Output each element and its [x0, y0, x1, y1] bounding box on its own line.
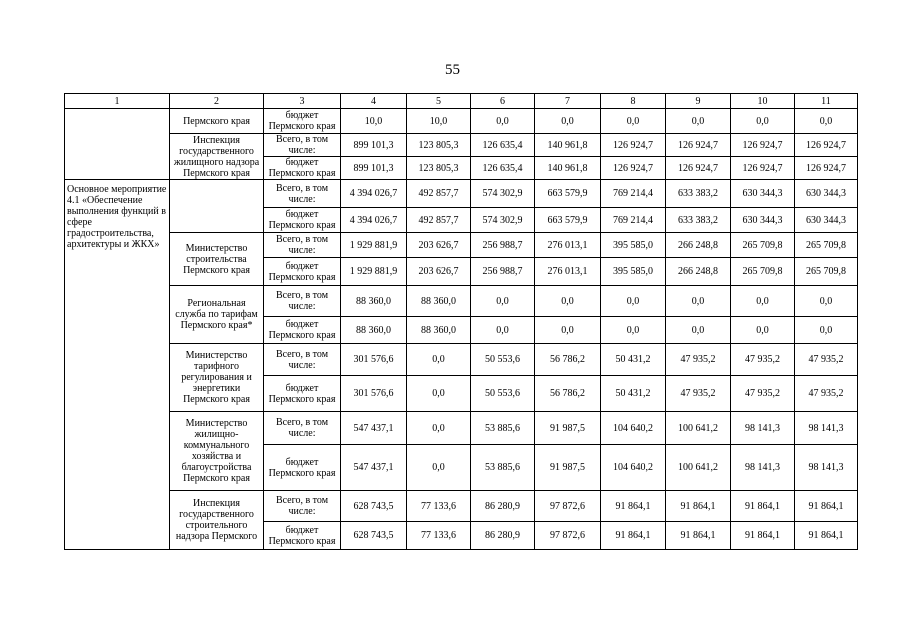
value-cell: 0,0	[535, 286, 601, 317]
value-cell: 492 857,7	[407, 208, 471, 233]
value-cell: 126 635,4	[471, 134, 535, 157]
value-cell: 395 585,0	[601, 258, 666, 286]
column-number: 4	[341, 94, 407, 109]
table-row	[65, 491, 858, 522]
value-cell: 91 864,1	[601, 491, 666, 522]
value-cell: 0,0	[601, 286, 666, 317]
value-cell: 50 553,6	[471, 376, 535, 412]
value-cell: 91 864,1	[666, 491, 731, 522]
funding-source-cell: бюджет Пермского края	[264, 109, 341, 134]
value-cell: 47 935,2	[666, 344, 731, 376]
value-cell: 0,0	[471, 286, 535, 317]
value-cell: 50 553,6	[471, 344, 535, 376]
value-cell: 88 360,0	[341, 286, 407, 317]
executor-cell: Министерство тарифного регулирования и энергетики Пермского края	[170, 344, 264, 412]
value-cell: 395 585,0	[601, 233, 666, 258]
funding-source-cell: Всего, в том числе:	[264, 412, 341, 445]
executor-cell: Министерство строительства Пермского края	[170, 233, 264, 286]
executor-cell: Пермского края	[170, 109, 264, 134]
table-row	[65, 109, 858, 134]
value-cell: 126 924,7	[731, 157, 795, 180]
value-cell: 77 133,6	[407, 491, 471, 522]
value-cell: 126 924,7	[601, 134, 666, 157]
value-cell: 276 013,1	[535, 258, 601, 286]
value-cell: 1 929 881,9	[341, 258, 407, 286]
funding-source-cell: бюджет Пермского края	[264, 522, 341, 550]
value-cell: 91 987,5	[535, 412, 601, 445]
value-cell: 100 641,2	[666, 412, 731, 445]
value-cell: 88 360,0	[341, 317, 407, 344]
value-cell: 633 383,2	[666, 208, 731, 233]
value-cell: 0,0	[407, 445, 471, 491]
value-cell: 0,0	[795, 317, 858, 344]
value-cell: 47 935,2	[795, 376, 858, 412]
value-cell: 100 641,2	[666, 445, 731, 491]
value-cell: 126 924,7	[666, 134, 731, 157]
value-cell: 126 924,7	[731, 134, 795, 157]
value-cell: 104 640,2	[601, 445, 666, 491]
value-cell: 769 214,4	[601, 208, 666, 233]
value-cell: 630 344,3	[795, 180, 858, 208]
value-cell: 50 431,2	[601, 376, 666, 412]
value-cell: 0,0	[471, 317, 535, 344]
value-cell: 0,0	[407, 376, 471, 412]
value-cell: 256 988,7	[471, 233, 535, 258]
row-group-cell	[65, 109, 170, 180]
value-cell: 0,0	[731, 317, 795, 344]
column-number: 2	[170, 94, 264, 109]
value-cell: 899 101,3	[341, 157, 407, 180]
value-cell: 98 141,3	[795, 445, 858, 491]
value-cell: 663 579,9	[535, 208, 601, 233]
table-row	[65, 412, 858, 445]
value-cell: 98 141,3	[731, 445, 795, 491]
header-row	[65, 94, 858, 109]
funding-source-cell: бюджет Пермского края	[264, 317, 341, 344]
value-cell: 98 141,3	[731, 412, 795, 445]
value-cell: 492 857,7	[407, 180, 471, 208]
value-cell: 0,0	[535, 317, 601, 344]
value-cell: 0,0	[795, 109, 858, 134]
column-number: 1	[65, 94, 170, 109]
budget-table	[64, 93, 858, 550]
value-cell: 126 924,7	[795, 157, 858, 180]
table-row	[65, 233, 858, 258]
table-row	[65, 344, 858, 376]
funding-source-cell: бюджет Пермского края	[264, 376, 341, 412]
table-row	[65, 180, 858, 208]
executor-cell: Министерство жилищно-коммунального хозяйства и благоустройства Пермского края	[170, 412, 264, 491]
value-cell: 47 935,2	[731, 376, 795, 412]
value-cell: 0,0	[666, 286, 731, 317]
value-cell: 97 872,6	[535, 522, 601, 550]
value-cell: 140 961,8	[535, 157, 601, 180]
column-number: 11	[795, 94, 858, 109]
value-cell: 256 988,7	[471, 258, 535, 286]
value-cell: 769 214,4	[601, 180, 666, 208]
value-cell: 10,0	[407, 109, 471, 134]
value-cell: 265 709,8	[731, 258, 795, 286]
value-cell: 91 864,1	[731, 522, 795, 550]
table-row	[65, 286, 858, 317]
value-cell: 56 786,2	[535, 344, 601, 376]
value-cell: 47 935,2	[795, 344, 858, 376]
value-cell: 203 626,7	[407, 233, 471, 258]
value-cell: 574 302,9	[471, 180, 535, 208]
value-cell: 56 786,2	[535, 376, 601, 412]
value-cell: 301 576,6	[341, 344, 407, 376]
value-cell: 630 344,3	[731, 180, 795, 208]
value-cell: 630 344,3	[795, 208, 858, 233]
value-cell: 4 394 026,7	[341, 208, 407, 233]
value-cell: 86 280,9	[471, 491, 535, 522]
funding-source-cell: бюджет Пермского края	[264, 258, 341, 286]
value-cell: 88 360,0	[407, 286, 471, 317]
value-cell: 628 743,5	[341, 491, 407, 522]
executor-cell: Региональная служба по тарифам Пермского края*	[170, 286, 264, 344]
value-cell: 98 141,3	[795, 412, 858, 445]
value-cell: 547 437,1	[341, 412, 407, 445]
value-cell: 630 344,3	[731, 208, 795, 233]
funding-source-cell: Всего, в том числе:	[264, 344, 341, 376]
funding-source-cell: бюджет Пермского края	[264, 157, 341, 180]
value-cell: 123 805,3	[407, 134, 471, 157]
value-cell: 91 864,1	[795, 491, 858, 522]
value-cell: 0,0	[407, 412, 471, 445]
value-cell: 899 101,3	[341, 134, 407, 157]
column-number: 6	[471, 94, 535, 109]
executor-cell: Инспекция государственного жилищного надзора Пермского края	[170, 134, 264, 180]
value-cell: 0,0	[535, 109, 601, 134]
value-cell: 91 987,5	[535, 445, 601, 491]
value-cell: 0,0	[407, 344, 471, 376]
value-cell: 86 280,9	[471, 522, 535, 550]
value-cell: 91 864,1	[795, 522, 858, 550]
value-cell: 265 709,8	[795, 258, 858, 286]
value-cell: 91 864,1	[731, 491, 795, 522]
value-cell: 547 437,1	[341, 445, 407, 491]
funding-source-cell: Всего, в том числе:	[264, 180, 341, 208]
executor-cell	[170, 180, 264, 233]
value-cell: 0,0	[731, 109, 795, 134]
value-cell: 123 805,3	[407, 157, 471, 180]
value-cell: 47 935,2	[666, 376, 731, 412]
value-cell: 0,0	[795, 286, 858, 317]
column-number: 9	[666, 94, 731, 109]
column-number: 10	[731, 94, 795, 109]
value-cell: 633 383,2	[666, 180, 731, 208]
value-cell: 97 872,6	[535, 491, 601, 522]
column-number: 8	[601, 94, 666, 109]
value-cell: 126 924,7	[601, 157, 666, 180]
funding-source-cell: бюджет Пермского края	[264, 208, 341, 233]
value-cell: 126 924,7	[795, 134, 858, 157]
value-cell: 4 394 026,7	[341, 180, 407, 208]
value-cell: 10,0	[341, 109, 407, 134]
value-cell: 104 640,2	[601, 412, 666, 445]
funding-source-cell: Всего, в том числе:	[264, 134, 341, 157]
value-cell: 276 013,1	[535, 233, 601, 258]
value-cell: 88 360,0	[407, 317, 471, 344]
main-activity-cell: Основное мероприятие 4.1 «Обеспечение выполнения функций в сфере градостроительства, архитектуры и ЖКХ»	[65, 180, 170, 550]
table-row	[65, 134, 858, 157]
value-cell: 265 709,8	[731, 233, 795, 258]
value-cell: 265 709,8	[795, 233, 858, 258]
value-cell: 126 635,4	[471, 157, 535, 180]
column-number: 3	[264, 94, 341, 109]
value-cell: 140 961,8	[535, 134, 601, 157]
value-cell: 91 864,1	[601, 522, 666, 550]
value-cell: 0,0	[731, 286, 795, 317]
value-cell: 50 431,2	[601, 344, 666, 376]
value-cell: 0,0	[666, 317, 731, 344]
value-cell: 0,0	[471, 109, 535, 134]
page-number: 55	[445, 62, 460, 78]
value-cell: 53 885,6	[471, 445, 535, 491]
value-cell: 91 864,1	[666, 522, 731, 550]
funding-source-cell: Всего, в том числе:	[264, 233, 341, 258]
value-cell: 47 935,2	[731, 344, 795, 376]
column-number: 7	[535, 94, 601, 109]
value-cell: 126 924,7	[666, 157, 731, 180]
value-cell: 0,0	[666, 109, 731, 134]
value-cell: 203 626,7	[407, 258, 471, 286]
value-cell: 0,0	[601, 109, 666, 134]
value-cell: 266 248,8	[666, 258, 731, 286]
value-cell: 628 743,5	[341, 522, 407, 550]
value-cell: 301 576,6	[341, 376, 407, 412]
executor-cell: Инспекция государственного строительного надзора Пермского	[170, 491, 264, 550]
value-cell: 663 579,9	[535, 180, 601, 208]
value-cell: 1 929 881,9	[341, 233, 407, 258]
funding-source-cell: Всего, в том числе:	[264, 491, 341, 522]
funding-source-cell: Всего, в том числе:	[264, 286, 341, 317]
column-number: 5	[407, 94, 471, 109]
value-cell: 0,0	[601, 317, 666, 344]
funding-source-cell: бюджет Пермского края	[264, 445, 341, 491]
value-cell: 574 302,9	[471, 208, 535, 233]
value-cell: 266 248,8	[666, 233, 731, 258]
value-cell: 53 885,6	[471, 412, 535, 445]
value-cell: 77 133,6	[407, 522, 471, 550]
